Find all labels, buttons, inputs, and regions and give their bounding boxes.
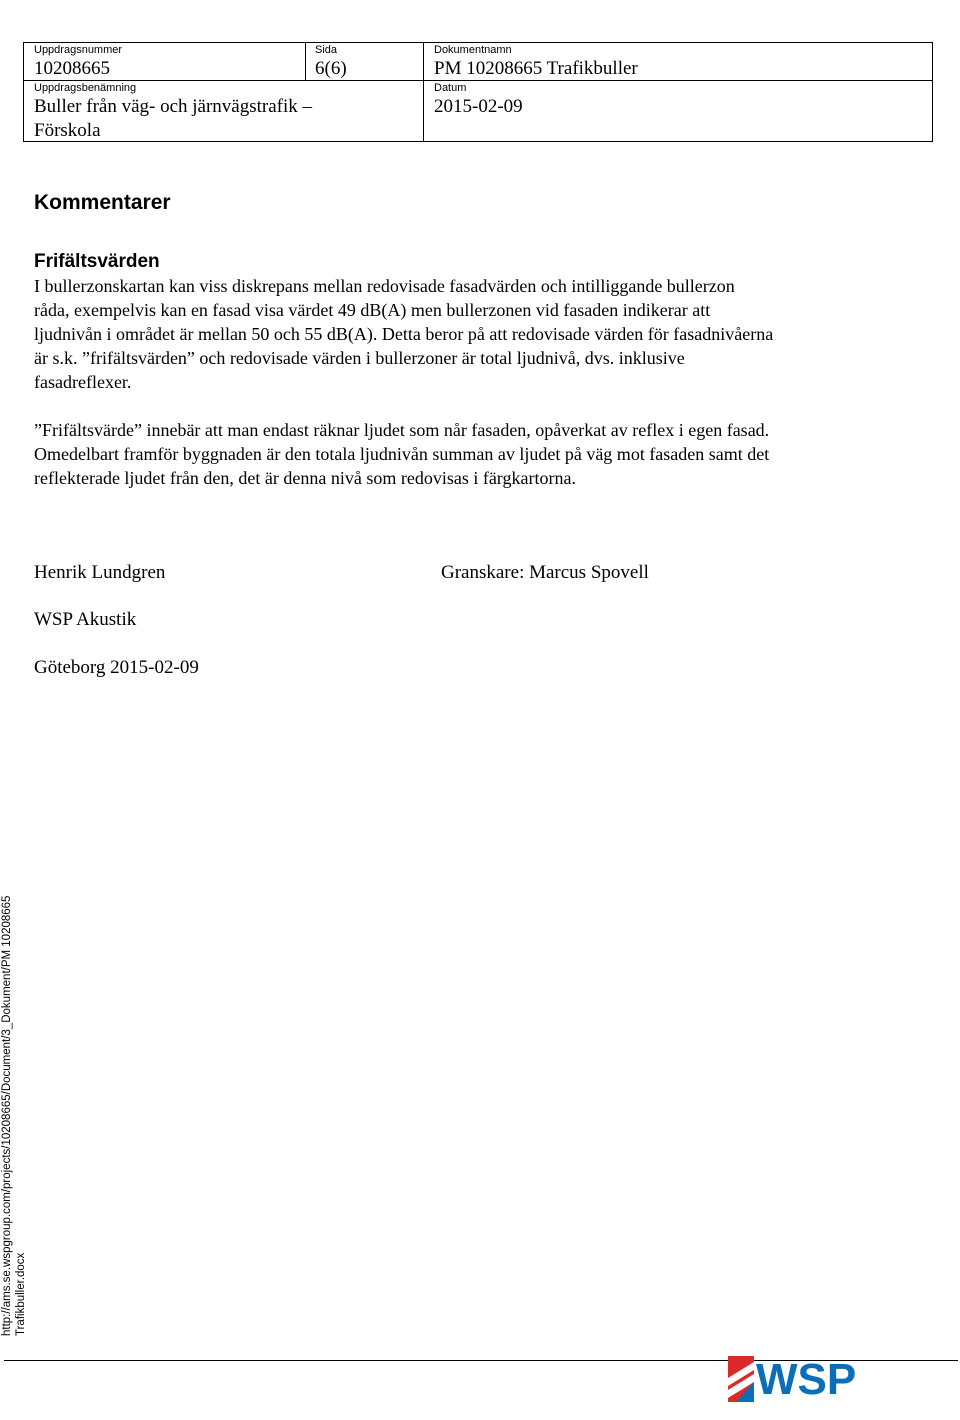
date-label: Datum (434, 82, 467, 94)
file-path-line-1: http://ams.se.wspgroup.com/projects/10208665/Document/3_Dokument/PM 10208665 (1, 895, 13, 1336)
project-number-cell (34, 44, 122, 81)
document-date: 2015-02-09 (434, 96, 523, 117)
author-name: Henrik Lundgren (34, 562, 166, 583)
document-name: PM 10208665 Trafikbuller (434, 58, 638, 79)
paragraph-free-field-definition: ”Frifältsvärde” innebär att man endast räknar ljudet som når fasaden, opåverkat av reflex i egen fasad. Omedelbart framför byggnaden är den totala ljudnivån summan av ljudet på väg mot fasaden samt det reflekterade ljudet från den, det är denna nivå som redovisas i färgkartorna. (34, 420, 770, 488)
file-path-line-2: Trafikbuller.docx (15, 1252, 27, 1336)
file-path-margin-text (0, 896, 28, 1336)
reviewer-name: Granskare: Marcus Spovell (441, 562, 649, 583)
assignment-line-1: Buller från väg- och järnvägstrafik – (34, 96, 313, 117)
wsp-logo-text: WSP (756, 1355, 857, 1404)
header-col-divider-right (423, 43, 424, 141)
assignment-line-2: Förskola (34, 120, 101, 141)
page-number: 6(6) (315, 58, 347, 79)
document-name-cell (434, 44, 638, 81)
page-cell (315, 44, 347, 81)
date-cell (434, 82, 523, 119)
project-number-label: Uppdragsnummer (34, 44, 123, 56)
company-name: WSP Akustik (34, 609, 137, 630)
section-title: Kommentarer (34, 191, 171, 214)
assignment-cell (34, 82, 312, 143)
assignment-label: Uppdragsbenämning (34, 82, 137, 94)
wsp-logo-mark-icon (728, 1356, 754, 1402)
project-number: 10208665 (34, 58, 110, 79)
place-and-date: Göteborg 2015-02-09 (34, 657, 199, 678)
subsection-title: Frifältsvärden (34, 251, 160, 272)
document-header (23, 42, 933, 142)
header-col-divider-left (305, 43, 306, 80)
paragraph-free-field-values: I bullerzonskartan kan viss diskrepans mellan redovisade fasadvärden och intilliggande bullerzon råda, exempelvis kan en fasad visa värdet 49 dB(A) men bullerzonen vid fasaden indikerar att ljudnivån i området är mellan 50 och 55 dB(A). Detta beror på att redovisade värden för fasadnivåerna är s.k. ”frifältsvärden” och redovisade värden i bullerzoner är total ljudnivå, dvs. inklusive fasadreflexer. (34, 276, 774, 392)
page-label: Sida (315, 44, 338, 56)
wsp-logo (724, 1350, 884, 1410)
document-name-label: Dokumentnamn (434, 44, 512, 56)
